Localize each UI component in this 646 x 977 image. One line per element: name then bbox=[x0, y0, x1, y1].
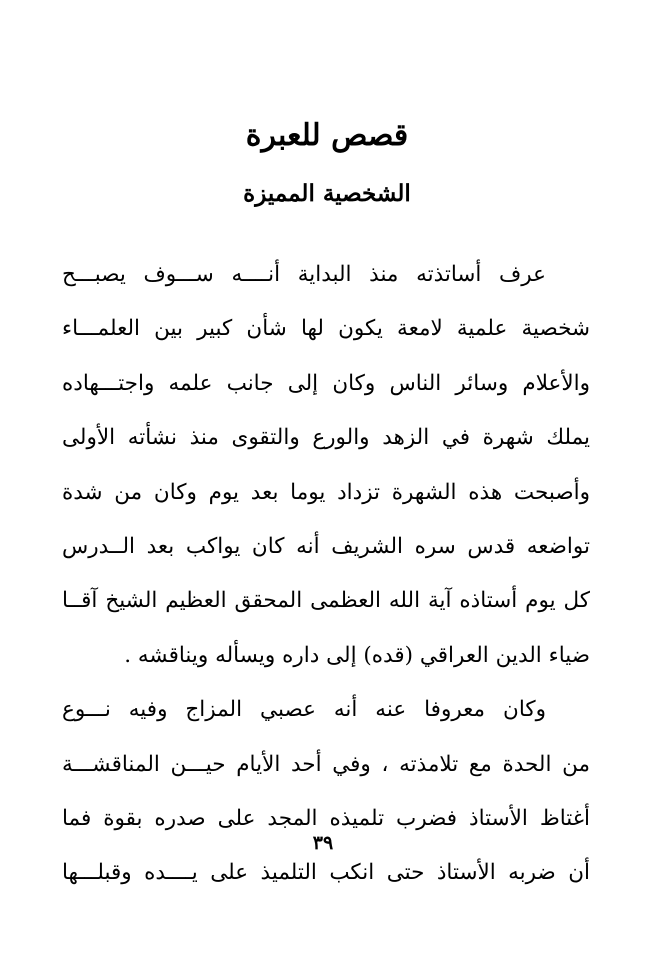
text-line: يملك شهرة في الزهد والورع والتقوى منذ نشأته الأولى bbox=[62, 425, 590, 451]
text-line: وأصبحت هذه الشهرة تزداد يوما بعد يوم وكان من شدة bbox=[62, 479, 590, 505]
text-line: أن ضربه الأستاذ حتى انكب التلميذ على يــــده وقبلـــها bbox=[62, 860, 590, 886]
text-line: كل يوم أستاذه آية الله العظمى المحقق العظيم الشيخ آقــا bbox=[62, 588, 590, 614]
text-line: من الحدة مع تلامذته ، وفي أحد الأيام حيـــن المناقشـــة bbox=[62, 751, 590, 777]
text-line: وكان معروفا عنه أنه عصبي المزاج وفيه نـــوع bbox=[62, 697, 546, 723]
text-line: ضياء الدين العراقي (قده) إلى داره ويسأله ويناقشه . bbox=[124, 642, 590, 668]
body-text bbox=[62, 248, 590, 901]
text-line: والأعلام وسائر الناس وكان إلى جانب علمه واجتـــهاده bbox=[62, 370, 590, 396]
text-line: شخصية علمية لامعة يكون لها شأن كبير بين العلمـــاء bbox=[62, 316, 590, 342]
section-subtitle: الشخصية المميزة bbox=[243, 180, 411, 207]
page-title: قصص للعبرة bbox=[245, 118, 409, 153]
text-line: تواضعه قدس سره الشريف أنه كان يواكب بعد الــدرس bbox=[62, 533, 590, 559]
page-number: ٣٩ bbox=[312, 832, 334, 854]
text-line: عرف أساتذته منذ البداية أنــــه ســـوف يصبـــح bbox=[62, 262, 546, 287]
text-line: أغتاظ الأستاذ فضرب تلميذه المجد على صدره بقوة فما bbox=[62, 805, 590, 831]
